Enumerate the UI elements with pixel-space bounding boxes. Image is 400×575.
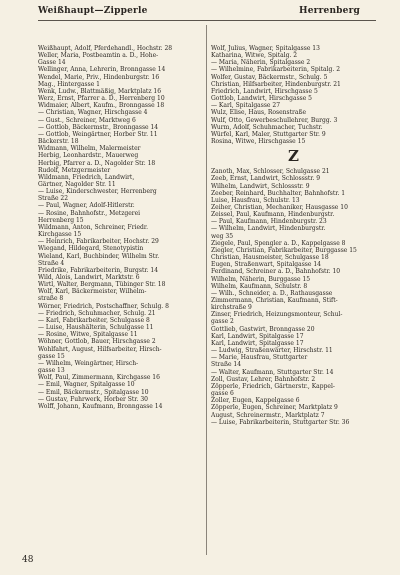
directory-entry: — Paul, Wagner, Adolf-Hitlerstr. [38, 202, 135, 210]
column-divider [206, 25, 207, 555]
directory-entry: — Rosine, Bahnhofstr., Metzgerei [38, 209, 141, 217]
directory-entry: Ziegler, Christian, Fabrikarbeiter, Burggasse 15 [211, 246, 357, 254]
directory-entry: — Wilhelm, Weingärtner, Hirsch- [38, 359, 139, 367]
directory-entry: Eugen, Straßenwart, Spitalgasse 14 [211, 261, 321, 269]
directory-entry: — Karl, Spitalgasse 27 [211, 102, 281, 110]
directory-entry: — Luise, Kinderschwester, Herrenberg [38, 188, 157, 196]
directory-entry: Weller, Maria, Postbeamtin a. D., Hohe- [38, 52, 159, 60]
header-rule [38, 20, 376, 21]
directory-entry: — Gottlob, Bäckermstr., Bronngasse 14 [38, 123, 159, 131]
directory-entry: Wieland, Karl, Buchbinder, Wilhelm Str. [38, 252, 160, 260]
directory-entry: — Luise, Fabrikarbeiterin, Stuttgarter Str. 36 [211, 418, 350, 426]
directory-entry: Mag., Hintergasse 1 [38, 80, 100, 88]
directory-entry: Wildmann, Anton, Schreiner, Friedr. [38, 223, 149, 231]
directory-entry: — Rosine, Witwe, Spitalgasse 11 [38, 331, 138, 339]
directory-entry: Wiegand, Hildegard, Stenotypistin [38, 245, 144, 253]
directory-entry: Zeissel, Paul, Kaufmann, Hindenburgstr. [211, 211, 335, 219]
directory-entry: Kirchgasse 15 [38, 231, 82, 239]
directory-entry: — Wilh., Schneider, a. D., Rathausgasse [211, 289, 333, 297]
directory-entry: Wilhelm, Kaufmann, Schulstr. 8 [211, 282, 308, 290]
directory-entry: — Gust., Schreiner, Marktweg 6 [38, 116, 136, 124]
directory-entry: kirchstraße 9 [211, 304, 252, 312]
directory-entry: Friedrike, Fabrikarbeiterin, Burgstr. 14 [38, 266, 159, 274]
directory-entry: Wilhelm, Näherin, Burggasse 15 [211, 275, 311, 283]
directory-entry: — Heinrich, Fabrikarbeiter, Hochstr. 29 [38, 238, 159, 246]
directory-entry: — Wilhelmine, Fabrikarbeiterin, Spitalg. 2 [211, 66, 341, 74]
directory-entry: Karl, Landwirt, Spitalgasse 17 [211, 339, 304, 347]
directory-entry: Ferdinand, Schreiner a. D., Bahnhofstr. 10 [211, 268, 341, 276]
directory-entry: Wörner, Friedrich, Postschaffner, Schulg. 8 [38, 302, 169, 310]
right-column [211, 45, 376, 426]
directory-entry: weg 35 [211, 232, 234, 240]
directory-entry: Gottlieb, Gastwirt, Bronngasse 20 [211, 325, 315, 333]
directory-entry: Wildmann, Friedrich, Landwirt, [38, 173, 135, 181]
directory-entry: Wulf, Otto, Gewerbeschullehrer, Burgg. 3 [211, 116, 338, 124]
directory-entry: Luise, Hausfrau, Schulstr. 13 [211, 196, 300, 204]
directory-entry: Wendel, Marie, Priv., Hindenburgstr. 16 [38, 73, 160, 81]
directory-entry: gasse 2 [211, 318, 234, 326]
directory-entry: Wolf, Paul, Zimmermann, Kirchgasse 16 [38, 374, 160, 382]
directory-entry: — Christian, Wagner, Hirschgasse 4 [38, 109, 148, 117]
directory-entry: Wolff, Johann, Kaufmann, Bronngasse 14 [38, 402, 163, 410]
directory-entry: Würfel, Karl, Maler, Stuttgarter Str. 9 [211, 130, 326, 138]
directory-entry: Wild, Alois, Landwirt, Marktstr. 6 [38, 274, 140, 281]
directory-entry: — Paul, Kaufmann, Hindenburgstr. 23 [211, 218, 327, 226]
directory-entry: straße 8 [38, 295, 64, 303]
directory-entry: Straße 14 [211, 361, 242, 369]
directory-entry: Wellinger, Anna, Lehrerin, Bronngasse 14 [38, 66, 166, 74]
directory-entry: Werz, Ernst, Pfarrer a. D., Herrenberg 10 [38, 95, 165, 103]
directory-entry: Herbig, Pfarrer a. D., Nagolder Str. 18 [38, 159, 156, 167]
directory-entry: Friedrich, Landwirt, Hirschgasse 5 [211, 87, 318, 95]
directory-entry: — Marie, Hausfrau, Stuttgarter [211, 354, 308, 362]
directory-entry: Zöpperle, Eugen, Schreiner, Marktplatz 9 [211, 404, 338, 412]
directory-entry: gasse 15 [38, 352, 65, 360]
directory-entry: Zanoth, Max, Schlosser, Schulgasse 21 [211, 168, 330, 176]
section-letter: Z [288, 147, 299, 166]
directory-entry: Zeeb, Ernst, Landwirt, Schlossstr. 9 [211, 175, 321, 183]
directory-entry: Wolfer, Gustav, Bäckermstr., Schulg. 5 [211, 73, 328, 81]
directory-entry: Gasse 14 [38, 59, 66, 67]
directory-entry: Zoll, Gustav, Lehrer, Bahnhofstr. 2 [211, 375, 316, 383]
directory-entry: Straße 22 [38, 195, 69, 203]
running-header-town: Herrenberg [299, 6, 361, 16]
directory-entry: gasse 6 [211, 390, 234, 398]
directory-entry: Gärtner, Nagolder Str. 11 [38, 180, 116, 188]
directory-entry: Wolf, Julius, Wagner, Spitalgasse 13 [211, 45, 320, 52]
directory-entry: Wurm, Adolf, Schuhmacher, Tuchstr. [211, 123, 323, 131]
directory-entry: Zeeber, Reinhard, Buchhalter, Bahnhofstr. 1 [211, 189, 346, 197]
left-column [38, 45, 203, 410]
directory-entry: Christian, Hilfsarbeiter, Hindenburgstr. 21 [211, 80, 341, 88]
directory-entry: — Friedrich, Schuhmacher, Schulg. 21 [38, 309, 156, 317]
directory-entry: Gottlob, Landwirt, Hirschgasse 5 [211, 95, 313, 103]
directory-entry: Weißhaupt, Adolf, Pferdehandl., Hochstr. 28 [38, 45, 173, 52]
directory-entry: Wenk, Ludw., Blattmäßig, Marktplatz 16 [38, 87, 162, 95]
directory-entry: Wohlfahrt, August, Hilfsarbeiter, Hirsch- [38, 345, 162, 353]
directory-entry: — Luise, Haushälterin, Schulgasse 11 [38, 324, 154, 332]
directory-entry: Zöpperle, Friedrich, Gärtnerstr., Kappel- [211, 382, 335, 390]
directory-entry: Karl, Landwirt, Spitalgasse 17 [211, 332, 304, 340]
directory-entry: Straße 4 [38, 259, 65, 267]
directory-entry: Widmaier, Albert, Kaufm., Bronngasse 18 [38, 102, 165, 110]
directory-entry: Wöhner, Gottlob, Bauer, Hirschgasse 2 [38, 338, 156, 346]
page-number: 48 [22, 555, 34, 565]
directory-entry: Wulz, Elise, Haus, Rosenstraße [211, 109, 307, 117]
directory-entry: Rudolf, Metzgermeister [38, 166, 111, 174]
directory-entry: — Gustav, Fuhrwerk, Horber Str. 30 [38, 395, 148, 403]
directory-entry: Wirtl, Walter, Bergmann, Tübinger Str. 18 [38, 281, 166, 289]
directory-entry: Zoller, Eugen, Kappelgasse 6 [211, 397, 300, 405]
directory-entry: Herrenberg 15 [38, 216, 84, 224]
directory-entry: Widmann, Wilhelm, Malermeister [38, 145, 141, 153]
directory-entry: Ziegele, Paul, Spengler a. D., Kappelgasse 8 [211, 239, 346, 247]
directory-entry: Wolf, Karl, Bäckermeister, Wilhelm- [38, 288, 147, 296]
directory-entry: Katharina, Witwe, Spitalg. 2 [211, 52, 298, 60]
directory-entry: — Maria, Näherin, Spitalgasse 2 [211, 59, 311, 67]
directory-entry: — Gottlob, Weingärtner, Horber Str. 11 [38, 130, 158, 138]
directory-entry: — Emil, Wagner, Spitalgasse 10 [38, 381, 135, 389]
directory-entry: — Karl, Fabrikarbeiter, Schulgasse 8 [38, 316, 150, 324]
directory-entry: Zimmermann, Christian, Kaufmann, Stift- [211, 297, 338, 304]
directory-entry: — Ludwig, Straßenwärter, Hirschstr. 11 [211, 347, 333, 355]
directory-entry: — Wilhelm, Landwirt, Hindenburgstr. [211, 225, 326, 233]
directory-entry: Rosina, Witwe, Hirschgasse 15 [211, 138, 306, 146]
directory-entry: Wilhelm, Landwirt, Schlossstr. 9 [211, 182, 310, 190]
directory-entry: gasse 13 [38, 367, 65, 375]
directory-entry: Herbig, Leonhardstr., Mauerweg [38, 152, 139, 160]
running-header-names: Weißhaupt—Zipperle [38, 6, 148, 16]
directory-entry: Zinser, Friedrich, Heizungsmonteur, Schul- [211, 311, 343, 319]
directory-entry: — Walter, Kaufmann, Stuttgarter Str. 14 [211, 368, 334, 376]
directory-entry: Christian, Hausmeister, Schulgasse 18 [211, 254, 329, 262]
directory-entry: Bäckerstr. 18 [38, 138, 79, 146]
directory-entry: August, Schreinermstr., Marktplatz 7 [211, 411, 325, 419]
directory-entry: Zeiher, Christian, Mechaniker, Hausgasse 10 [211, 203, 348, 211]
directory-entry: — Emil, Bäckermstr., Spitalgasse 10 [38, 388, 149, 396]
